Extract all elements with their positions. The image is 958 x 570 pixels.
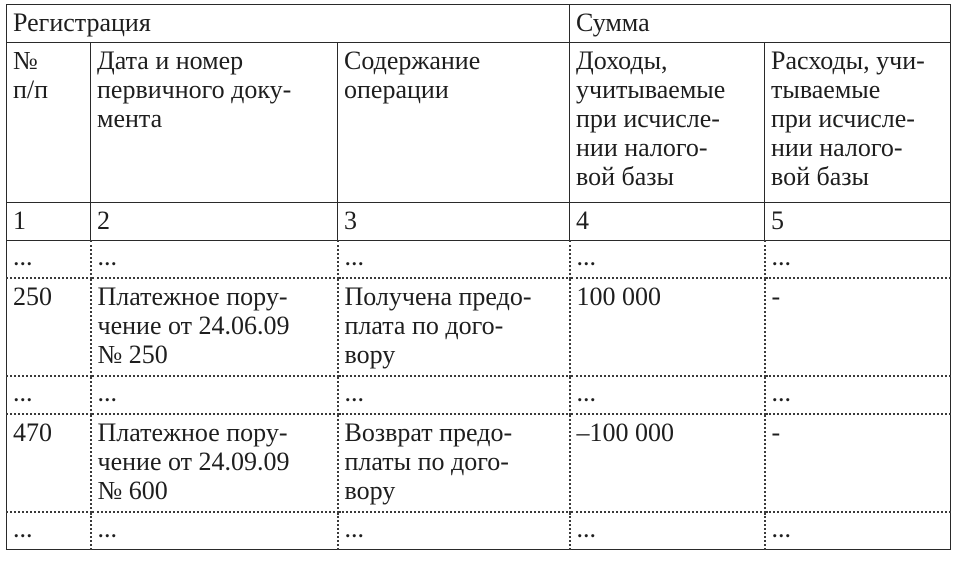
table-cell-expense: - xyxy=(765,414,951,512)
table-cell: ... xyxy=(338,241,570,279)
table-cell: ... xyxy=(765,241,951,279)
table-cell: ... xyxy=(7,512,91,550)
table-cell: ... xyxy=(91,241,338,279)
column-header-row xyxy=(7,43,951,203)
table-cell: ... xyxy=(765,376,951,414)
column-number-row xyxy=(7,203,951,241)
column-number: 1 xyxy=(7,203,91,241)
table-cell-income: 100 000 xyxy=(570,278,765,376)
column-header-income: Доходы, учитываемые при исчисле- нии налого- вой базы xyxy=(570,43,765,203)
table-row-ellipsis xyxy=(7,376,951,414)
table-cell: ... xyxy=(91,376,338,414)
table-cell-document: Платежное пору- чение от 24.09.09 № 600 xyxy=(91,414,338,512)
column-number: 5 xyxy=(765,203,951,241)
group-header-row xyxy=(7,5,951,43)
income-expense-ledger-table xyxy=(6,4,951,550)
column-header-expense: Расходы, учи- тываемые при исчисле- нии налого- вой базы xyxy=(765,43,951,203)
table-row xyxy=(7,414,951,512)
table-cell: ... xyxy=(765,512,951,550)
table-cell-number: 250 xyxy=(7,278,91,376)
column-number: 3 xyxy=(338,203,570,241)
table-row-ellipsis xyxy=(7,512,951,550)
table-cell-number: 470 xyxy=(7,414,91,512)
table-cell: ... xyxy=(91,512,338,550)
column-number: 4 xyxy=(570,203,765,241)
table-cell: ... xyxy=(338,512,570,550)
column-header-number: № п/п xyxy=(7,43,91,203)
group-header-sum: Сумма xyxy=(570,5,951,43)
table-cell: ... xyxy=(570,376,765,414)
group-header-registration: Регистрация xyxy=(7,5,570,43)
table-row-ellipsis xyxy=(7,241,951,279)
ledger-table-container xyxy=(6,4,950,564)
table-cell: ... xyxy=(338,376,570,414)
table-cell-expense: - xyxy=(765,278,951,376)
table-cell: ... xyxy=(7,241,91,279)
table-cell: ... xyxy=(570,241,765,279)
table-cell-document: Платежное пору- чение от 24.06.09 № 250 xyxy=(91,278,338,376)
column-header-document: Дата и номер первичного доку- мента xyxy=(91,43,338,203)
table-cell-operation: Получена предо- плата по дого- вору xyxy=(338,278,570,376)
column-number: 2 xyxy=(91,203,338,241)
table-cell-operation: Возврат предо- платы по дого- вору xyxy=(338,414,570,512)
table-cell: ... xyxy=(570,512,765,550)
table-cell: ... xyxy=(7,376,91,414)
column-header-operation: Содержание операции xyxy=(338,43,570,203)
table-row xyxy=(7,278,951,376)
table-cell-income: –100 000 xyxy=(570,414,765,512)
